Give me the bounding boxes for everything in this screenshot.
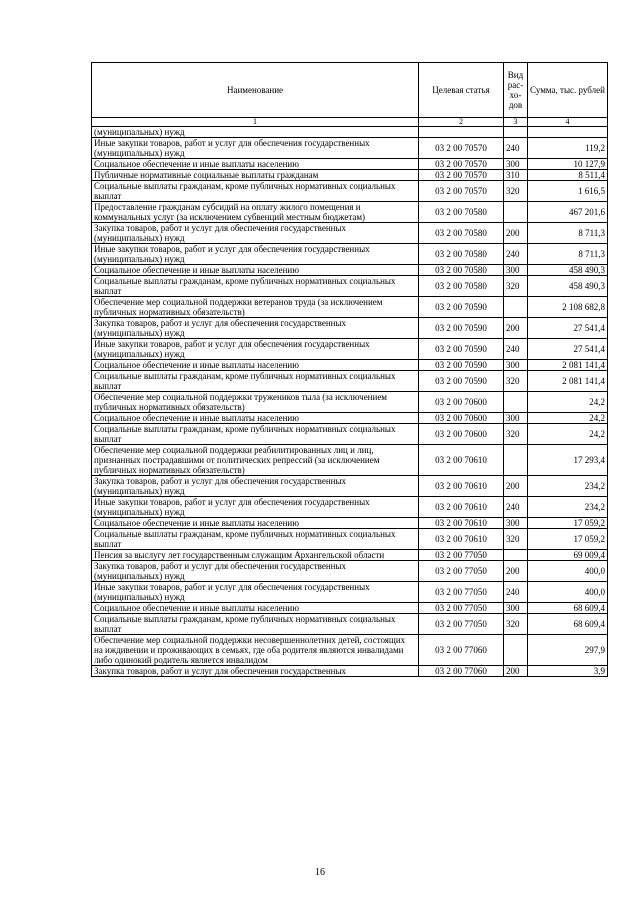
- table-row: [92, 159, 608, 170]
- row-expense-type: 300: [504, 265, 528, 276]
- row-expense-type: 240: [504, 497, 528, 518]
- row-target-article: 03 2 00 70590: [419, 297, 504, 318]
- row-expense-type: 240: [504, 138, 528, 159]
- table-row: [92, 550, 608, 561]
- row-expense-type: 200: [504, 476, 528, 497]
- row-target-article: 03 2 00 70610: [419, 476, 504, 497]
- table-row: [92, 445, 608, 476]
- table-row: [92, 360, 608, 371]
- row-target-article: 03 2 00 70570: [419, 181, 504, 202]
- row-name: Закупка товаров, работ и услуг для обеспечения государственных (муниципальных) нужд: [92, 476, 419, 497]
- row-name: Социальное обеспечение и иные выплаты населению: [92, 413, 419, 424]
- row-expense-type: [504, 392, 528, 413]
- row-target-article: 03 2 00 70590: [419, 318, 504, 339]
- row-name: Социальные выплаты гражданам, кроме публичных нормативных социальных выплат: [92, 181, 419, 202]
- header-expense-type: Вид рас-хо-дов: [504, 63, 528, 118]
- row-name: Иные закупки товаров, работ и услуг для обеспечения государственных (муниципальных) нужд: [92, 497, 419, 518]
- row-sum: 2 081 141,4: [528, 360, 608, 371]
- row-name: Социальное обеспечение и иные выплаты населению: [92, 518, 419, 529]
- row-expense-type: 240: [504, 339, 528, 360]
- row-name: Обеспечение мер социальной поддержки реабилитированных лиц и лиц, признанных пострадавшими от политических репрессий (за исключением публичных нормативных обязательств): [92, 445, 419, 476]
- row-target-article: 03 2 00 70610: [419, 497, 504, 518]
- budget-table: [91, 62, 608, 677]
- row-expense-type: [504, 297, 528, 318]
- row-expense-type: 200: [504, 318, 528, 339]
- row-name: (муниципальных) нужд: [92, 127, 419, 138]
- row-target-article: 03 2 00 77060: [419, 635, 504, 666]
- row-name: Социальное обеспечение и иные выплаты населению: [92, 159, 419, 170]
- row-target-article: 03 2 00 70580: [419, 276, 504, 297]
- row-target-article: 03 2 00 77050: [419, 561, 504, 582]
- row-sum: 297,9: [528, 635, 608, 666]
- row-name: Закупка товаров, работ и услуг для обеспечения государственных (муниципальных) нужд: [92, 561, 419, 582]
- row-expense-type: 240: [504, 582, 528, 603]
- row-sum: 17 293,4: [528, 445, 608, 476]
- row-sum: 458 490,3: [528, 265, 608, 276]
- table-row: [92, 424, 608, 445]
- row-name: Иные закупки товаров, работ и услуг для обеспечения государственных (муниципальных) нужд: [92, 582, 419, 603]
- column-number: 2: [419, 118, 504, 127]
- table-row: [92, 265, 608, 276]
- table-row: [92, 392, 608, 413]
- table-row: [92, 371, 608, 392]
- row-name: Закупка товаров, работ и услуг для обеспечения государственных (муниципальных) нужд: [92, 318, 419, 339]
- table-row: [92, 318, 608, 339]
- row-target-article: 03 2 00 70590: [419, 371, 504, 392]
- table-body: [92, 127, 608, 677]
- row-name: Публичные нормативные социальные выплаты гражданам: [92, 170, 419, 181]
- row-name: Закупка товаров, работ и услуг для обеспечения государственных: [92, 666, 419, 677]
- row-sum: 467 201,6: [528, 202, 608, 223]
- table-row: [92, 170, 608, 181]
- header-target-article: Целевая статья: [419, 63, 504, 118]
- table-row: [92, 223, 608, 244]
- row-sum: 69 009,4: [528, 550, 608, 561]
- row-expense-type: 310: [504, 170, 528, 181]
- row-target-article: 03 2 00 70610: [419, 445, 504, 476]
- row-target-article: 03 2 00 77050: [419, 550, 504, 561]
- row-sum: 24,2: [528, 413, 608, 424]
- row-expense-type: [504, 127, 528, 138]
- row-sum: 10 127,9: [528, 159, 608, 170]
- row-sum: 458 490,3: [528, 276, 608, 297]
- row-sum: 24,2: [528, 424, 608, 445]
- row-expense-type: 240: [504, 244, 528, 265]
- row-sum: 1 616,5: [528, 181, 608, 202]
- row-sum: 17 059,2: [528, 529, 608, 550]
- table-row: [92, 666, 608, 677]
- row-expense-type: 200: [504, 666, 528, 677]
- table-row: [92, 297, 608, 318]
- row-name: Иные закупки товаров, работ и услуг для обеспечения государственных (муниципальных) нужд: [92, 138, 419, 159]
- row-name: Обеспечение мер социальной поддержки ветеранов труда (за исключением публичных нормативных обязательств): [92, 297, 419, 318]
- row-sum: 8 511,4: [528, 170, 608, 181]
- table-row: [92, 244, 608, 265]
- row-expense-type: 300: [504, 360, 528, 371]
- row-target-article: 03 2 00 70610: [419, 529, 504, 550]
- table-row: [92, 635, 608, 666]
- row-target-article: 03 2 00 77050: [419, 603, 504, 614]
- row-name: Закупка товаров, работ и услуг для обеспечения государственных (муниципальных) нужд: [92, 223, 419, 244]
- row-name: Обеспечение мер социальной поддержки несовершеннолетних детей, состоящих на иждивении и проживающих в семьях, где оба родителя являются инвалидами либо одинокий родитель является инвалидом: [92, 635, 419, 666]
- row-expense-type: 300: [504, 413, 528, 424]
- row-target-article: 03 2 00 70600: [419, 424, 504, 445]
- row-sum: 234,2: [528, 497, 608, 518]
- row-target-article: 03 2 00 70590: [419, 360, 504, 371]
- row-sum: 8 711,3: [528, 223, 608, 244]
- row-target-article: 03 2 00 70600: [419, 413, 504, 424]
- table-row: [92, 413, 608, 424]
- row-name: Социальные выплаты гражданам, кроме публичных нормативных социальных выплат: [92, 371, 419, 392]
- row-sum: 68 609,4: [528, 614, 608, 635]
- row-target-article: 03 2 00 70600: [419, 392, 504, 413]
- row-sum: 2 081 141,4: [528, 371, 608, 392]
- row-sum: 400,0: [528, 582, 608, 603]
- table-row: [92, 603, 608, 614]
- row-name: Социальное обеспечение и иные выплаты населению: [92, 360, 419, 371]
- row-sum: 3,9: [528, 666, 608, 677]
- row-target-article: 03 2 00 77050: [419, 582, 504, 603]
- row-name: Предоставление гражданам субсидий на оплату жилого помещения и коммунальных услуг (за исключением субвенций местным бюджетам): [92, 202, 419, 223]
- row-target-article: 03 2 00 70570: [419, 170, 504, 181]
- row-name: Социальное обеспечение и иные выплаты населению: [92, 603, 419, 614]
- row-expense-type: 300: [504, 603, 528, 614]
- table-row: [92, 181, 608, 202]
- column-number: 1: [92, 118, 419, 127]
- row-expense-type: [504, 550, 528, 561]
- table-row: [92, 339, 608, 360]
- row-name: Иные закупки товаров, работ и услуг для обеспечения государственных (муниципальных) нужд: [92, 244, 419, 265]
- row-expense-type: 320: [504, 424, 528, 445]
- column-number: 4: [528, 118, 608, 127]
- row-sum: 2 108 682,8: [528, 297, 608, 318]
- row-target-article: [419, 127, 504, 138]
- table-row: [92, 529, 608, 550]
- row-target-article: 03 2 00 70580: [419, 202, 504, 223]
- row-target-article: 03 2 00 70570: [419, 138, 504, 159]
- table-row: [92, 518, 608, 529]
- row-expense-type: 300: [504, 518, 528, 529]
- row-name: Социальные выплаты гражданам, кроме публичных нормативных социальных выплат: [92, 424, 419, 445]
- row-sum: 27 541,4: [528, 339, 608, 360]
- row-name: Социальное обеспечение и иные выплаты населению: [92, 265, 419, 276]
- row-name: Пенсия за выслугу лет государственным служащим Архангельской области: [92, 550, 419, 561]
- row-name: Социальные выплаты гражданам, кроме публичных нормативных социальных выплат: [92, 529, 419, 550]
- row-sum: 119,2: [528, 138, 608, 159]
- row-expense-type: [504, 635, 528, 666]
- row-name: Обеспечение мер социальной поддержки тружеников тыла (за исключением публичных нормативных обязательств): [92, 392, 419, 413]
- row-target-article: 03 2 00 70580: [419, 265, 504, 276]
- row-sum: [528, 127, 608, 138]
- row-expense-type: 200: [504, 561, 528, 582]
- row-expense-type: [504, 202, 528, 223]
- row-name: Иные закупки товаров, работ и услуг для обеспечения государственных (муниципальных) нужд: [92, 339, 419, 360]
- row-target-article: 03 2 00 70570: [419, 159, 504, 170]
- table-row: [92, 202, 608, 223]
- row-expense-type: 200: [504, 223, 528, 244]
- table-row: [92, 476, 608, 497]
- row-name: Социальные выплаты гражданам, кроме публичных нормативных социальных выплат: [92, 276, 419, 297]
- row-target-article: 03 2 00 70580: [419, 244, 504, 265]
- row-sum: 17 059,2: [528, 518, 608, 529]
- header-sum: Сумма, тыс. рублей: [528, 63, 608, 118]
- row-target-article: 03 2 00 70590: [419, 339, 504, 360]
- row-expense-type: 300: [504, 159, 528, 170]
- row-expense-type: 320: [504, 371, 528, 392]
- table-header-row: [92, 63, 608, 118]
- row-name: Социальные выплаты гражданам, кроме публичных нормативных социальных выплат: [92, 614, 419, 635]
- row-sum: 24,2: [528, 392, 608, 413]
- table-row: [92, 561, 608, 582]
- row-target-article: 03 2 00 70610: [419, 518, 504, 529]
- table-row: [92, 127, 608, 138]
- row-expense-type: 320: [504, 529, 528, 550]
- row-sum: 8 711,3: [528, 244, 608, 265]
- row-target-article: 03 2 00 77060: [419, 666, 504, 677]
- row-target-article: 03 2 00 77050: [419, 614, 504, 635]
- table-row: [92, 276, 608, 297]
- row-sum: 400,0: [528, 561, 608, 582]
- header-name: Наименование: [92, 63, 419, 118]
- table-row: [92, 614, 608, 635]
- row-target-article: 03 2 00 70580: [419, 223, 504, 244]
- page-number: 16: [315, 867, 325, 878]
- column-numbers-row: [92, 118, 608, 127]
- row-sum: 234,2: [528, 476, 608, 497]
- row-sum: 27 541,4: [528, 318, 608, 339]
- column-number: 3: [504, 118, 528, 127]
- row-expense-type: 320: [504, 614, 528, 635]
- row-expense-type: 320: [504, 276, 528, 297]
- row-expense-type: [504, 445, 528, 476]
- table-row: [92, 138, 608, 159]
- row-expense-type: 320: [504, 181, 528, 202]
- table-row: [92, 582, 608, 603]
- table-row: [92, 497, 608, 518]
- row-sum: 68 609,4: [528, 603, 608, 614]
